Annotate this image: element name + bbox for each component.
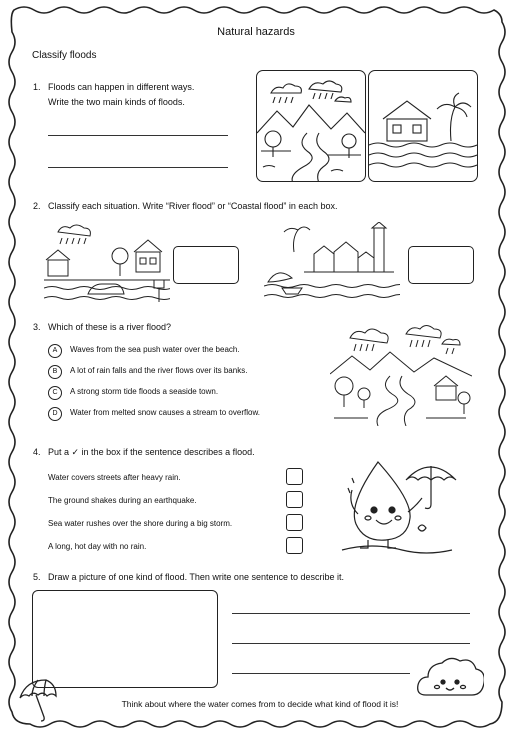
question-4: [33, 445, 333, 460]
option-b[interactable]: [48, 365, 318, 379]
answer-box-situation-2[interactable]: [408, 246, 474, 284]
option-text: A strong storm tide floods a seaside town.: [70, 387, 219, 396]
option-d[interactable]: [48, 407, 318, 421]
question-text: Draw a picture of one kind of flood. Then write one sentence to describe it.: [48, 572, 345, 582]
question-text-line-1: Floods can happen in different ways.: [48, 82, 195, 92]
question-number: 3.: [33, 322, 41, 332]
statement-3: Sea water rushes over the shore during a big storm.: [48, 519, 233, 528]
question-number: 1.: [33, 82, 41, 92]
tip-text: Think about where the water comes from to decide what kind of flood it is!: [121, 699, 399, 709]
valley-river-illustration: [330, 322, 472, 426]
option-text: Water from melted snow causes a stream to overflow.: [70, 408, 260, 417]
street-flood-illustration: [44, 222, 170, 306]
page-title: Natural hazards: [217, 26, 295, 38]
option-text: A lot of rain falls and the river flows over its banks.: [70, 366, 248, 375]
sentence-line-2[interactable]: [232, 643, 470, 644]
question-1: [33, 80, 253, 112]
question-text: Which of these is a river flood?: [48, 322, 172, 332]
question-number: 2.: [33, 201, 41, 211]
coastal-flood-illustration: [368, 70, 478, 182]
umbrella-icon: [16, 676, 58, 724]
checkbox-statement-4[interactable]: [286, 537, 303, 554]
answer-line-2[interactable]: [48, 167, 228, 168]
checkbox-statement-2[interactable]: [286, 491, 303, 508]
sentence-line-1[interactable]: [232, 613, 470, 614]
cloud-icon: [416, 655, 484, 701]
raindrop-character-icon: [338, 448, 458, 558]
answer-box-situation-1[interactable]: [173, 246, 239, 284]
option-letter: B: [48, 365, 62, 379]
option-letter: D: [48, 407, 62, 421]
answer-line-1[interactable]: [48, 135, 228, 136]
option-text: Waves from the sea push water over the beach.: [70, 345, 240, 354]
statement-2: The ground shakes during an earthquake.: [48, 496, 197, 505]
statement-1: Water covers streets after heavy rain.: [48, 473, 181, 482]
statement-4: A long, hot day with no rain.: [48, 542, 147, 551]
option-a[interactable]: [48, 344, 318, 358]
option-letter: C: [48, 386, 62, 400]
option-c[interactable]: [48, 386, 318, 400]
question-3: [33, 320, 313, 335]
seaside-town-flood-illustration: [264, 222, 400, 306]
question-5: [33, 570, 483, 585]
drawing-box[interactable]: [32, 590, 218, 688]
question-2: [33, 199, 483, 214]
checkbox-statement-1[interactable]: [286, 468, 303, 485]
question-text: Classify each situation. Write “River flood” or “Coastal flood” in each box.: [48, 201, 338, 211]
section-subtitle: Classify floods: [32, 50, 97, 61]
question-number: 5.: [33, 572, 41, 582]
question-text: Put a ✓ in the box if the sentence describes a flood.: [48, 447, 255, 457]
question-text-line-2: Write the two main kinds of floods.: [48, 97, 185, 107]
question-number: 4.: [33, 447, 41, 457]
river-flood-illustration: [256, 70, 366, 182]
checkbox-statement-3[interactable]: [286, 514, 303, 531]
option-letter: A: [48, 344, 62, 358]
sentence-line-3[interactable]: [232, 673, 410, 674]
